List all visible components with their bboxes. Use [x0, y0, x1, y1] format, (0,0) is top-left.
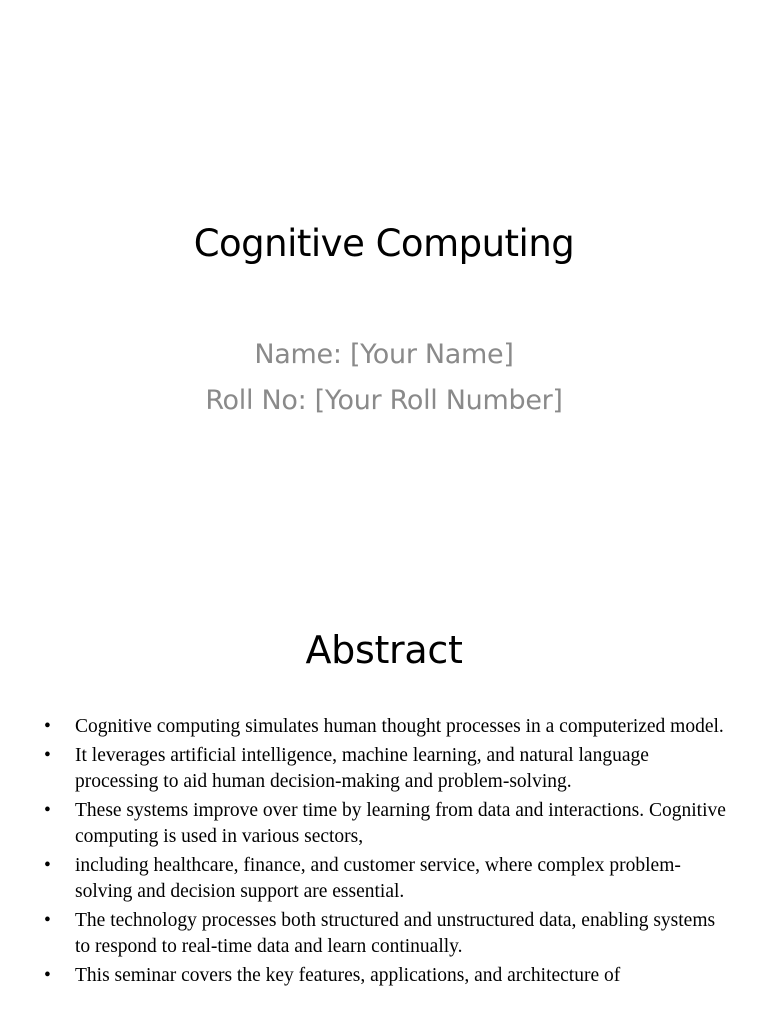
bullet-dot-icon: • — [44, 745, 51, 766]
bullet-text: Cognitive computing simulates human thought processes in a computerized model. — [75, 716, 724, 737]
abstract-heading: Abstract — [305, 628, 463, 672]
bullet-item — [40, 963, 730, 989]
abstract-bullet-list — [40, 714, 730, 992]
bullet-item — [40, 743, 730, 795]
bullet-dot-icon: • — [44, 910, 51, 931]
bullet-dot-icon: • — [44, 800, 51, 821]
bullet-text: It leverages artificial intelligence, machine learning, and natural language processing to aid human decision-making and problem-solving. — [75, 745, 649, 792]
bullet-dot-icon: • — [44, 965, 51, 986]
bullet-text: These systems improve over time by learning from data and interactions. Cognitive computing is used in various sectors, — [75, 800, 726, 847]
bullet-item — [40, 798, 730, 850]
bullet-text: The technology processes both structured and unstructured data, enabling systems to respond to real-time data and learn continually. — [75, 910, 716, 957]
bullet-item — [40, 908, 730, 960]
slide-title: Cognitive Computing — [193, 222, 575, 265]
bullet-text: This seminar covers the key features, applications, and architecture of — [75, 965, 621, 986]
bullet-item — [40, 714, 730, 740]
bullet-dot-icon: • — [44, 716, 51, 737]
name-line: Name: [Your Name] — [254, 339, 514, 370]
subtitle-block — [0, 332, 768, 424]
bullet-dot-icon: • — [44, 855, 51, 876]
roll-number-line: Roll No: [Your Roll Number] — [205, 385, 563, 416]
bullet-text: including healthcare, finance, and customer service, where complex problem-solving and decision support are essential. — [75, 855, 681, 902]
bullet-item — [40, 853, 730, 905]
